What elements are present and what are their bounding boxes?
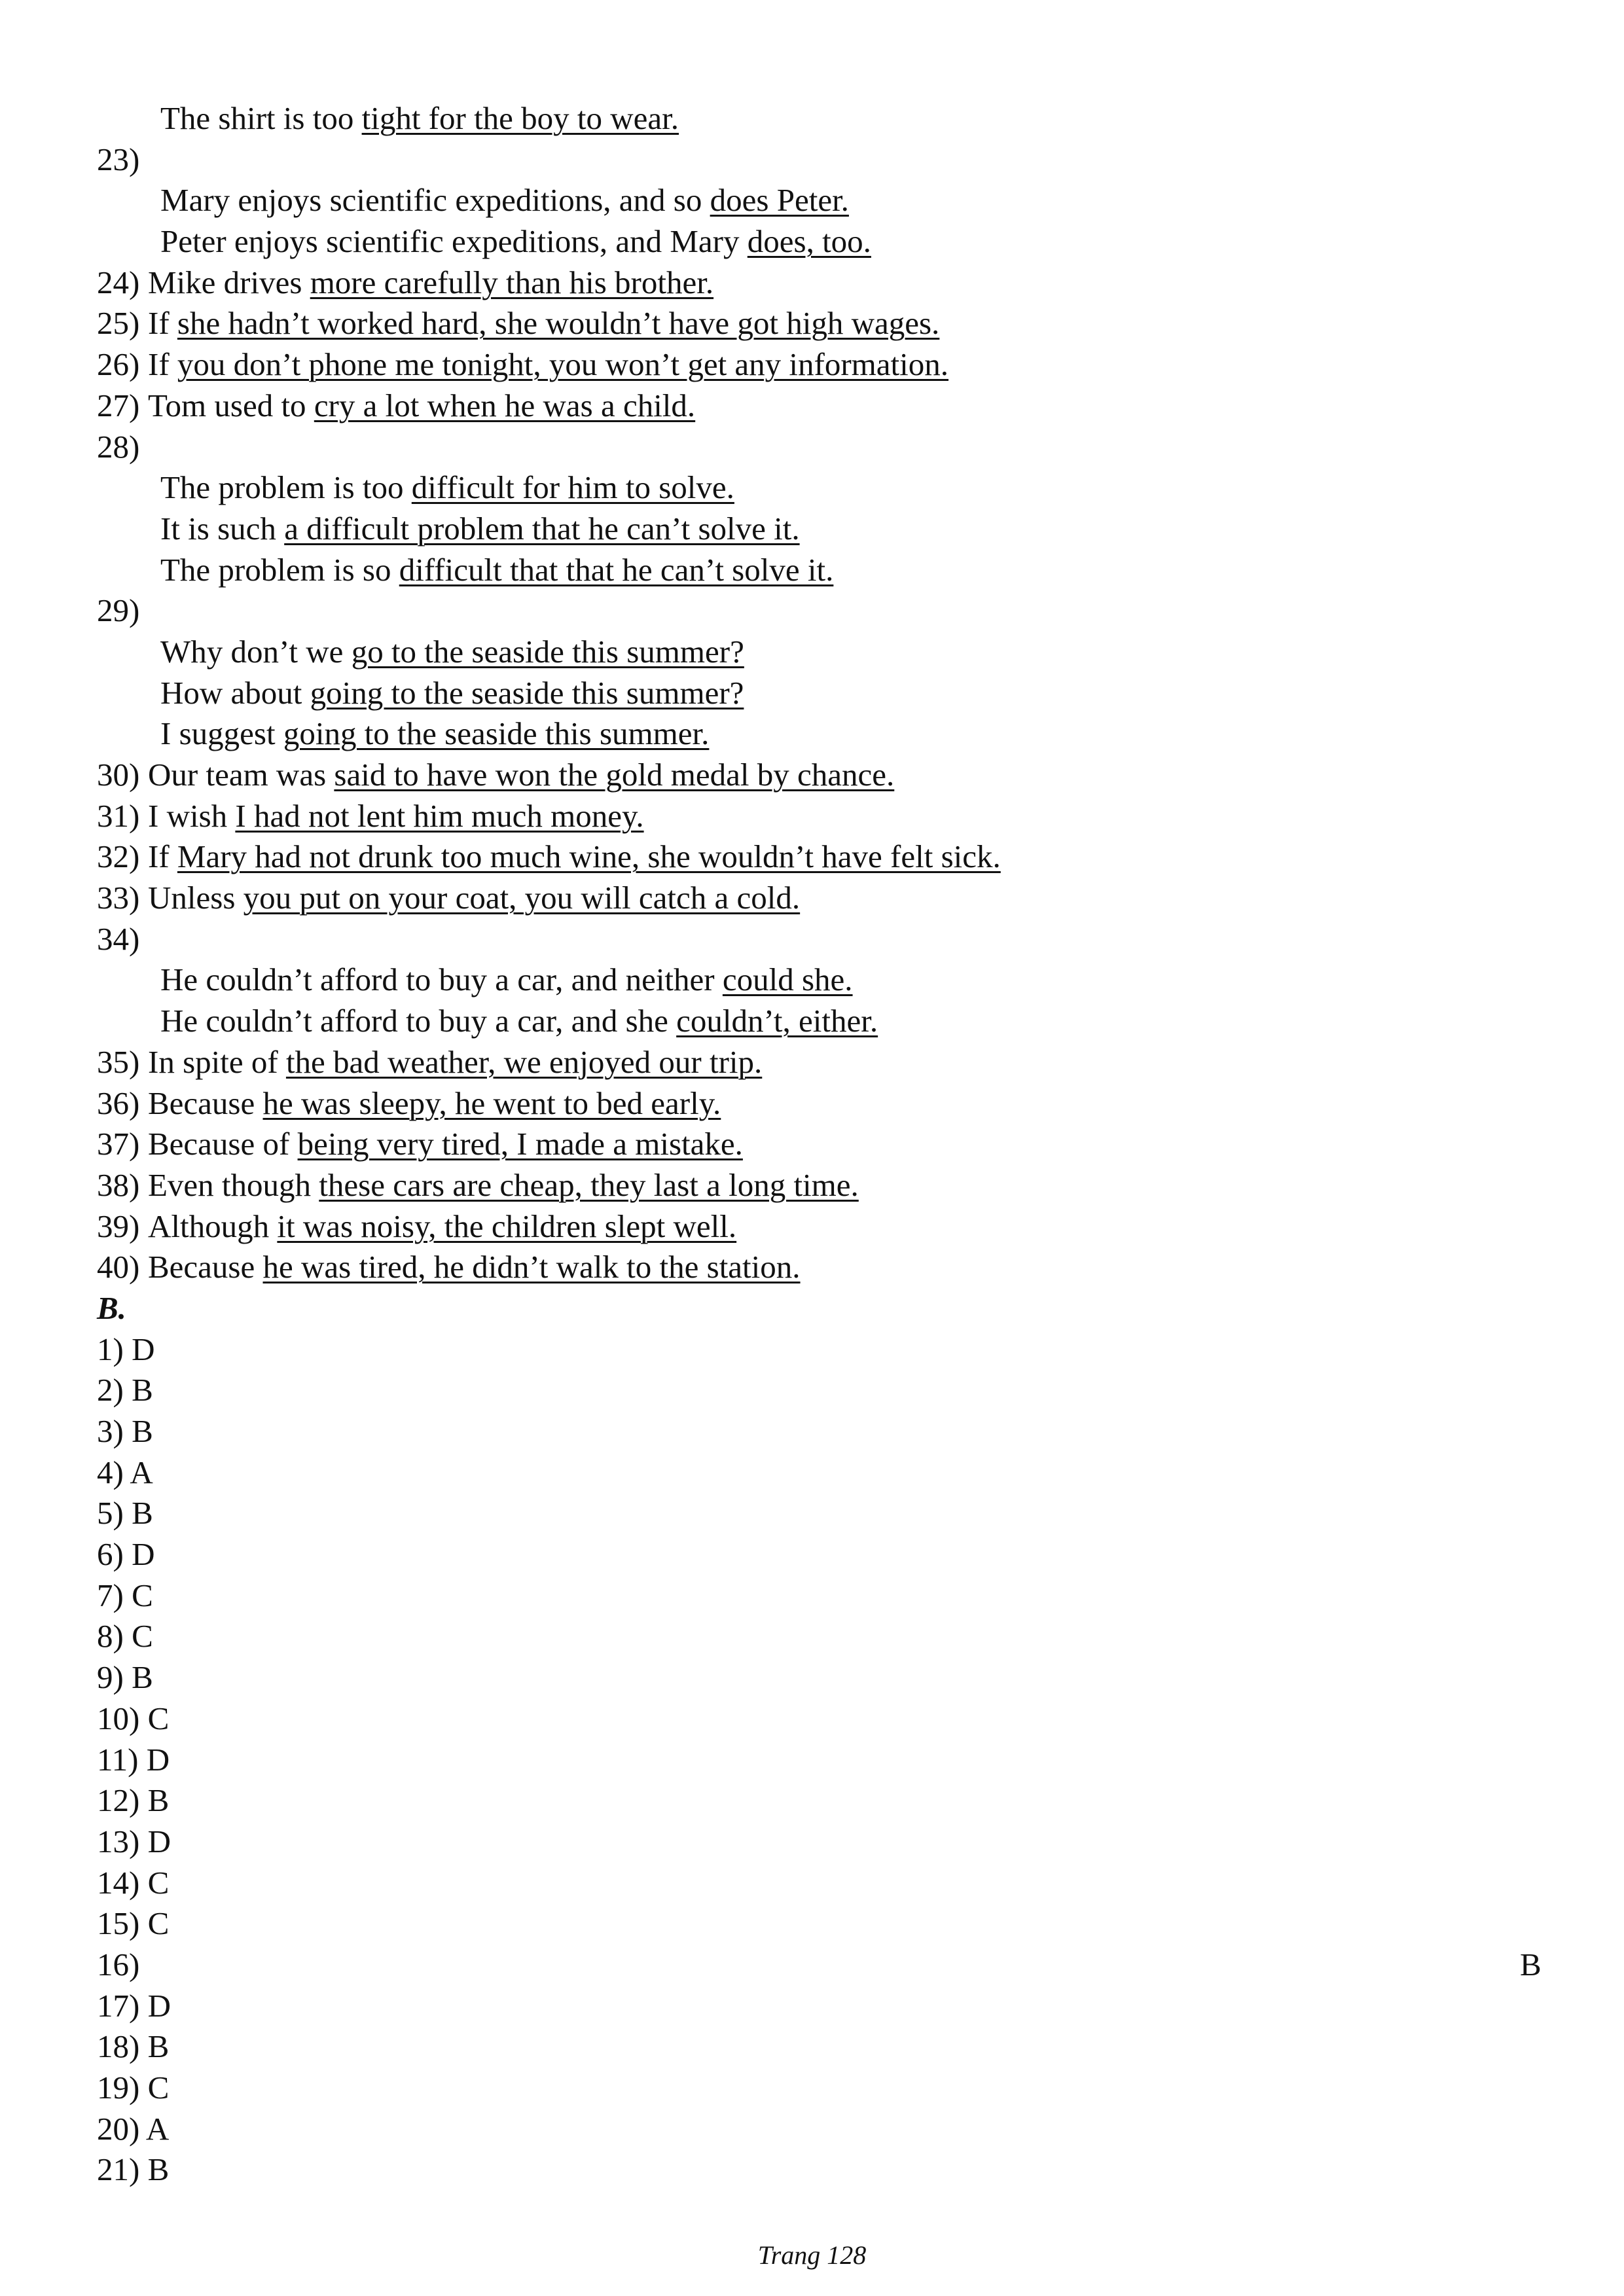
list-item [97,1452,1537,1494]
answer-line [97,221,1537,262]
item-number: 37) [97,1126,140,1162]
item-number: 28) [97,428,140,465]
item-number: 25) [97,305,140,342]
sentence-prefix: I wish [148,797,236,834]
answer-label: 19) C [97,2070,170,2106]
section-b-answers [97,1329,1542,2191]
answer-label: 20) A [97,2110,170,2147]
underlined-answer: he was sleepy, he went to bed early. [262,1085,721,1121]
sentence-prefix: The problem is too [160,469,412,506]
sentence-prefix: Why don’t we [160,633,352,670]
underlined-answer: these cars are cheap, they last a long time. [319,1166,859,1203]
section-a-answers [97,98,1537,1288]
item-number: 33) [97,880,140,916]
underlined-answer: going to the seaside this summer. [283,715,710,752]
answer-label: 3) B [97,1413,153,1449]
item-number: 39) [97,1208,140,1244]
list-item [97,1821,1537,1863]
section-b-heading: B. [97,1289,126,1326]
list-item [97,1329,1537,1371]
underlined-answer: I had not lent him much money. [235,797,644,834]
sentence-prefix: The problem is so [160,551,399,588]
underlined-answer: said to have won the gold medal by chance. [334,757,895,793]
answer-label: 14) C [97,1864,170,1901]
underlined-answer: being very tired, I made a mistake. [297,1126,743,1162]
answer-label: 12) B [97,1782,170,1819]
underlined-answer: more carefully than his brother. [310,264,714,300]
list-item [97,1698,1537,1740]
underlined-answer: he was tired, he didn’t walk to the station. [262,1249,801,1285]
answer-line [97,1247,1537,1288]
answer-line [97,98,1537,139]
answer-key-content [97,98,1542,2191]
answer-line [97,632,1537,673]
answer-label: 2) B [97,1372,153,1408]
answer-line [97,960,1537,1001]
answer-line [97,878,1537,919]
underlined-answer: tight for the boy to wear. [361,100,679,136]
underlined-answer: you put on your coat, you will catch a cold. [243,880,801,916]
answer-line [97,836,1537,878]
answer-label: 13) D [97,1823,171,1859]
item-number: 36) [97,1085,140,1121]
item-number: 30) [97,757,140,793]
answer-label: 7) C [97,1577,153,1613]
underlined-answer: going to the seaside this summer? [310,674,744,711]
underlined-answer: difficult that that he can’t solve it. [399,551,834,588]
answer-label: 17) D [97,1987,171,2024]
answer-line [97,755,1537,796]
answer-label: 15) C [97,1905,170,1942]
underlined-answer: go to the seaside this summer? [351,633,744,670]
underlined-answer: could she. [722,961,853,998]
item-number: 31) [97,797,140,834]
underlined-answer: it was noisy, the children slept well. [277,1208,737,1244]
answer-line [97,550,1537,591]
answer-line [97,467,1537,509]
sentence-prefix: Because of [148,1126,298,1162]
answer-letter-right: B [1520,1946,1542,1982]
answer-line [97,303,1537,344]
answer-line [97,1042,1537,1083]
item-number: 29) [97,592,140,629]
sentence-prefix: Our team was [148,757,334,793]
answer-line [97,262,1537,304]
item-number: 34) [97,920,140,957]
answer-label: 4) A [97,1454,153,1490]
list-item [97,2149,1537,2191]
answer-label: 8) C [97,1618,153,1655]
answer-label: 21) B [97,2151,170,2188]
underlined-answer: couldn’t, either. [676,1003,878,1039]
item-number: 38) [97,1166,140,1203]
underlined-answer: does, too. [747,223,871,260]
sentence-prefix: Because [148,1249,263,1285]
answer-line [97,796,1537,837]
answer-label: 6) D [97,1536,155,1573]
sentence-prefix: Because [148,1085,263,1121]
sentence-prefix: He couldn’t afford to buy a car, and neither [160,961,723,998]
answer-line [97,1001,1537,1042]
list-item [97,1986,1537,2027]
sentence-prefix: I suggest [160,715,283,752]
list-item [97,1575,1537,1617]
list-item [97,1657,1537,1698]
answer-line [97,344,1537,386]
sentence-prefix: Unless [148,880,244,916]
answer-label: 10) C [97,1700,170,1736]
item-number: 32) [97,838,140,875]
list-item [97,1945,1542,1986]
sentence-prefix: Mike drives [148,264,310,300]
sentence-prefix: If [148,305,177,342]
answer-line [97,1206,1537,1247]
list-item [97,1616,1537,1657]
item-number: 26) [97,346,140,383]
list-item [97,2068,1537,2109]
sentence-prefix: How about [160,674,310,711]
answer-line [97,386,1537,427]
answer-line [97,1124,1537,1165]
answer-label: 9) B [97,1659,153,1696]
answer-line [97,139,1537,181]
answer-label: 11) D [97,1741,170,1778]
sentence-prefix: He couldn’t afford to buy a car, and she [160,1003,677,1039]
sentence-prefix: In spite of [148,1043,286,1080]
answer-line [97,713,1537,755]
answer-label: 1) D [97,1331,155,1367]
item-number: 27) [97,387,140,423]
sentence-prefix: Peter enjoys scientific expeditions, and Mary [160,223,748,260]
list-item [97,1863,1537,1904]
answer-line [97,673,1537,714]
answer-line [97,427,1537,468]
page-footer: Trang 128 [757,2240,867,2270]
list-item [97,1780,1537,1821]
answer-line [97,180,1537,221]
underlined-answer: cry a lot when he was a child. [314,387,696,423]
sentence-prefix: Tom used to [148,387,314,423]
underlined-answer: she hadn’t worked hard, she wouldn’t have got high wages. [177,305,940,342]
list-item [97,1411,1537,1452]
sentence-prefix: Even though [148,1166,319,1203]
item-number: 24) [97,264,140,300]
sentence-prefix: It is such [160,510,285,547]
answer-line [97,509,1537,550]
list-item [97,2026,1537,2068]
sentence-prefix: Although [148,1208,278,1244]
answer-label: 18) B [97,2028,170,2065]
item-number: 40) [97,1249,140,1285]
sentence-prefix: If [148,838,177,875]
item-number: 35) [97,1043,140,1080]
underlined-answer: a difficult problem that he can’t solve it. [284,510,800,547]
answer-line [97,919,1537,960]
list-item [97,2109,1537,2150]
underlined-answer: does Peter. [710,182,849,219]
item-number: 23) [97,141,140,177]
answer-line [97,1165,1537,1206]
underlined-answer: you don’t phone me tonight, you won’t get any information. [177,346,949,383]
underlined-answer: the bad weather, we enjoyed our trip. [285,1043,763,1080]
underlined-answer: Mary had not drunk too much wine, she wouldn’t have felt sick. [177,838,1001,875]
sentence-prefix: Mary enjoys scientific expeditions, and so [160,182,710,219]
list-item [97,1370,1537,1411]
sentence-prefix: The shirt is too [160,100,362,136]
list-item [97,1740,1537,1781]
list-item [97,1534,1537,1575]
underlined-answer: difficult for him to solve. [411,469,734,506]
answer-label: 16) [97,1946,140,1982]
sentence-prefix: If [148,346,177,383]
list-item [97,1493,1537,1534]
answer-label: 5) B [97,1495,153,1532]
answer-line [97,1083,1537,1124]
list-item [97,1903,1537,1945]
answer-line [97,590,1537,632]
